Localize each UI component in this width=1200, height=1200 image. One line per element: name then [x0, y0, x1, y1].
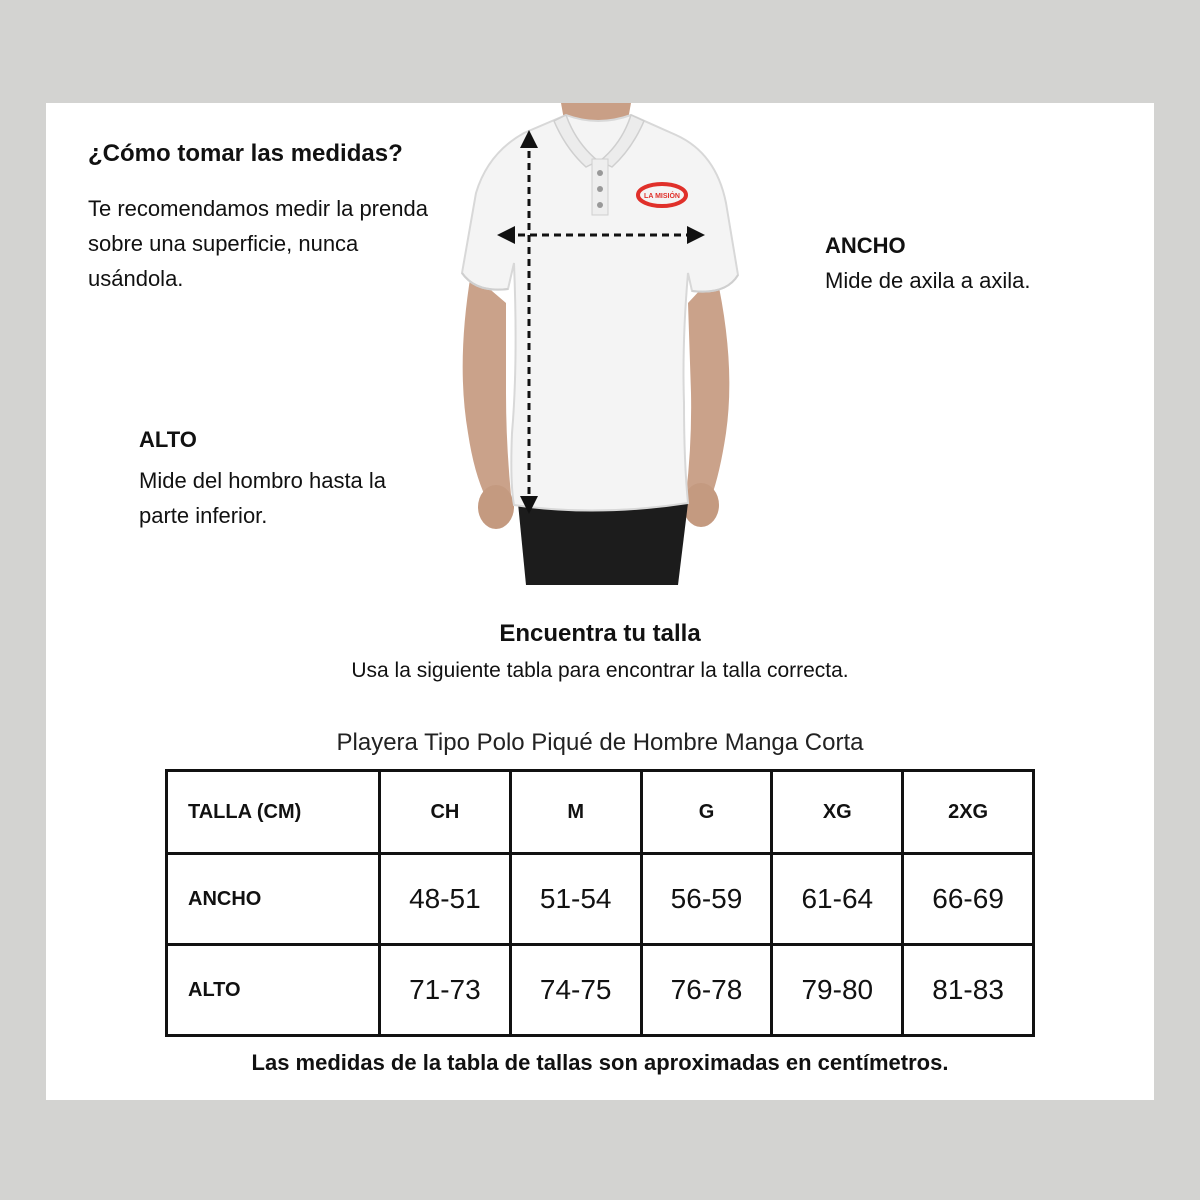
header-cell-g: G: [641, 771, 772, 854]
header-cell-m: M: [510, 771, 641, 854]
header-cell-2xg: 2XG: [903, 771, 1034, 854]
table-cell: 61-64: [772, 854, 903, 945]
logo-text: LA MISIÓN: [644, 193, 680, 200]
row-label-alto: ALTO: [167, 945, 380, 1036]
find-size-subtitle: Usa la siguiente tabla para encontrar la talla correcta.: [351, 659, 849, 682]
how-to-text: Te recomendamos medir la prenda sobre una superficie, nunca usándola.: [88, 196, 428, 291]
how-to-title: ¿Cómo tomar las medidas?: [88, 140, 403, 167]
alto-text: Mide del hombro hasta la parte inferior.: [139, 468, 387, 528]
table-row-ancho: [167, 854, 1034, 945]
table-header-row: [167, 771, 1034, 854]
ancho-title: ANCHO: [825, 233, 906, 258]
table-cell: 51-54: [510, 854, 641, 945]
alto-title: ALTO: [139, 427, 197, 452]
table-cell: 81-83: [903, 945, 1034, 1036]
row-label-ancho: ANCHO: [167, 854, 380, 945]
size-table: [165, 769, 1035, 1037]
table-title: Playera Tipo Polo Piqué de Hombre Manga Corta: [336, 729, 864, 756]
table-cell: 79-80: [772, 945, 903, 1036]
table-cell: 74-75: [510, 945, 641, 1036]
table-cell: 66-69: [903, 854, 1034, 945]
find-size-title: Encuentra tu talla: [499, 620, 701, 647]
table-row-alto: [167, 945, 1034, 1036]
polo-shirt-figure: [426, 103, 756, 585]
table-cell: 48-51: [380, 854, 511, 945]
header-cell-xg: XG: [772, 771, 903, 854]
table-cell: 56-59: [641, 854, 772, 945]
size-guide-card: [46, 103, 1154, 1100]
ancho-text: Mide de axila a axila.: [825, 268, 1031, 293]
header-cell-talla: TALLA (CM): [167, 771, 380, 854]
header-cell-ch: CH: [380, 771, 511, 854]
table-cell: 71-73: [380, 945, 511, 1036]
table-cell: 76-78: [641, 945, 772, 1036]
measurement-note: Las medidas de la tabla de tallas son aproximadas en centímetros.: [251, 1050, 949, 1075]
